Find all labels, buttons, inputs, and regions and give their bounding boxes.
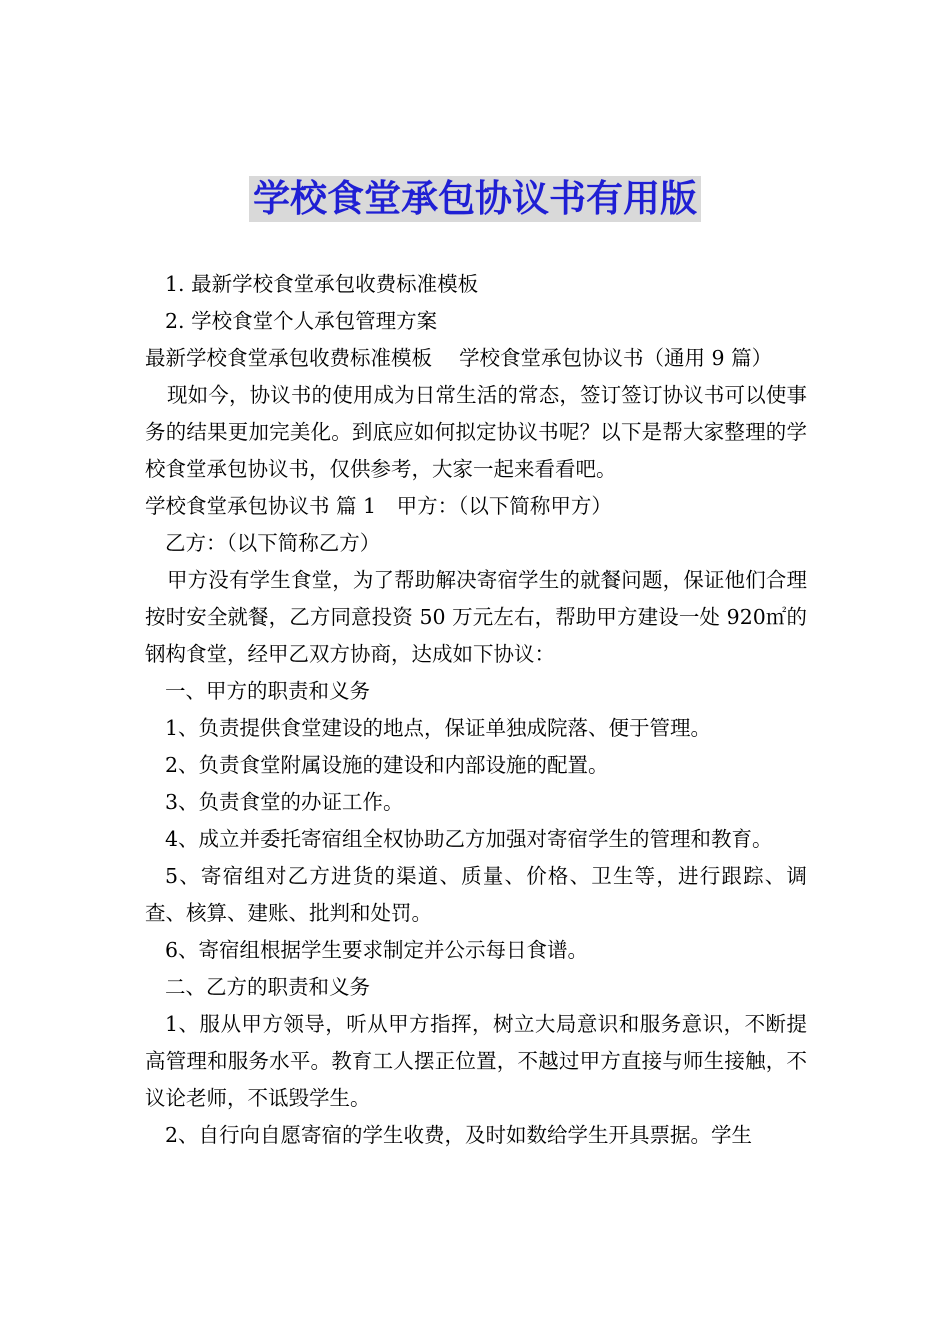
- section-heading: 最新学校食堂承包收费标准模板 学校食堂承包协议书（通用 9 篇）: [145, 346, 773, 370]
- clause-1-5: 5、寄宿组对乙方进货的渠道、质量、价格、卫生等，进行跟踪、调查、核算、建账、批判和处罚。: [145, 864, 807, 925]
- clause-1-1: 1、负责提供食堂建设的地点，保证单独成院落、便于管理。: [165, 716, 712, 740]
- clause-1-2: 2、负责食堂附属设施的建设和内部设施的配置。: [165, 753, 609, 777]
- intro-paragraph: 现如今，协议书的使用成为日常生活的常态，签订签订协议书可以使事务的结果更加完美化。到底应如何拟定协议书呢？以下是帮大家整理的学校食堂承包协议书，仅供参考，大家一起来看看吧。: [145, 383, 807, 481]
- party-b-line: 乙方：（以下简称乙方）: [165, 531, 381, 555]
- toc-item-1: 1. 最新学校食堂承包收费标准模板: [165, 272, 479, 296]
- clause-2-1: 1、服从甲方领导，听从甲方指挥，树立大局意识和服务意识，不断提高管理和服务水平。教育工人摆正位置，不越过甲方直接与师生接触，不议论老师，不诋毁学生。: [145, 1012, 807, 1110]
- toc-item-2: 2. 学校食堂个人承包管理方案: [165, 309, 438, 333]
- clause-1-3: 3、负责食堂的办证工作。: [165, 790, 404, 814]
- document-title: 学校食堂承包协议书有用版: [249, 176, 701, 222]
- clause-2-2: 2、自行向自愿寄宿的学生收费，及时如数给学生开具票据。学生: [165, 1123, 753, 1147]
- section-two-heading: 二、乙方的职责和义务: [165, 975, 370, 999]
- clause-1-4: 4、成立并委托寄宿组全权协助乙方加强对寄宿学生的管理和教育。: [165, 827, 773, 851]
- title-container: [0, 176, 950, 222]
- section-one-heading: 一、甲方的职责和义务: [165, 679, 370, 703]
- agreement-heading: 学校食堂承包协议书 篇 1 甲方：（以下简称甲方）: [145, 494, 612, 518]
- preamble-paragraph: 甲方没有学生食堂，为了帮助解决寄宿学生的就餐问题，保证他们合理按时安全就餐，乙方同意投资 50 万元左右，帮助甲方建设一处 920㎡的钢构食堂，经甲乙双方协商，达成如下协议：: [145, 568, 807, 666]
- document-body: [145, 266, 807, 1154]
- clause-1-6: 6、寄宿组根据学生要求制定并公示每日食谱。: [165, 938, 589, 962]
